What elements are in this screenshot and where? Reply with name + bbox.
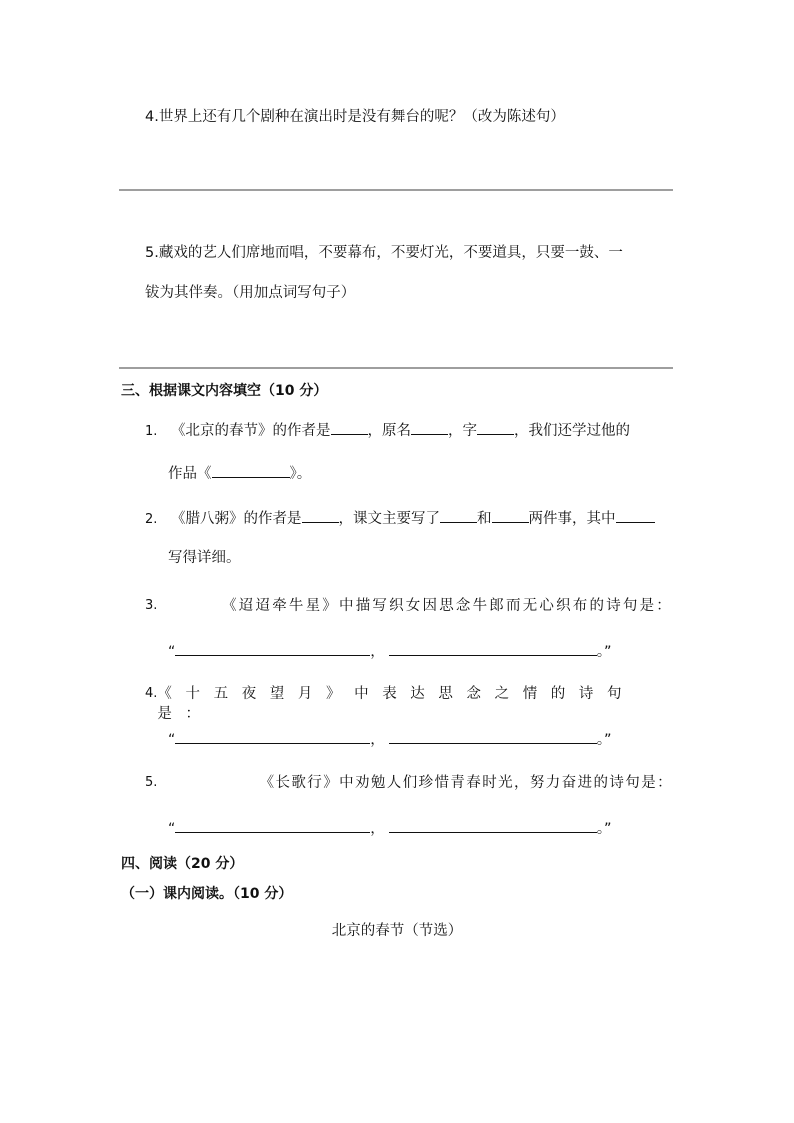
blank-original-name[interactable]: [411, 419, 448, 435]
blank-verse-1[interactable]: [175, 817, 370, 833]
item-2-part4: 两件事，其中: [528, 511, 616, 527]
blank-author[interactable]: [331, 419, 368, 435]
item-2-part1: 《腊八粥》的作者是: [171, 511, 302, 527]
blank-other-work[interactable]: [212, 462, 290, 478]
open-quote: “: [168, 732, 176, 748]
open-quote: “: [168, 644, 176, 660]
fill-item-1: [145, 419, 630, 442]
answer-line-item-5: [168, 817, 612, 839]
item-number: 3.: [145, 598, 158, 613]
item-2-part3: 和: [477, 511, 492, 527]
item-1-works-label: 作品《: [168, 466, 212, 482]
comma: ，: [370, 821, 385, 837]
comma: ，: [370, 644, 385, 660]
question-4-text: 4.世界上还有几个剧种在演出时是没有舞台的呢？（改为陈述句）: [145, 109, 565, 125]
blank-author-2[interactable]: [302, 507, 339, 523]
question-5-line1: 5.藏戏的艺人们席地而唱，不要幕布，不要灯光，不要道具，只要一鼓、一: [145, 245, 623, 261]
blank-verse-2[interactable]: [389, 640, 597, 656]
item-1-part3: ，字: [448, 423, 477, 439]
item-number: 2.: [145, 512, 158, 527]
blank-verse-2[interactable]: [389, 728, 597, 744]
fill-item-4: [145, 684, 673, 724]
blank-verse-1[interactable]: [175, 640, 370, 656]
item-2-part2: ，课文主要写了: [338, 511, 440, 527]
comma: ，: [370, 732, 385, 748]
fill-item-3: [145, 596, 673, 616]
fill-item-1-line2: [168, 462, 311, 484]
passage-title: 北京的春节（节选）: [331, 923, 463, 939]
item-1-part2: ，原名: [367, 423, 411, 439]
item-1-part1: 《北京的春节》的作者是: [171, 423, 331, 439]
question-5-line2: 钹为其伴奏。（用加点词写句子）: [145, 285, 356, 301]
close-quote: 。”: [596, 732, 612, 748]
section-3-heading: 三、根据课文内容填空（10 分）: [121, 383, 328, 399]
item-number: 5.: [145, 775, 158, 790]
open-quote: “: [168, 821, 176, 837]
blank-courtesy-name[interactable]: [477, 419, 514, 435]
blank-verse-2[interactable]: [389, 817, 597, 833]
item-number: 1.: [145, 424, 158, 439]
answer-line-q4[interactable]: [119, 189, 673, 191]
blank-verse-1[interactable]: [175, 728, 370, 744]
answer-line-q5[interactable]: [119, 367, 673, 369]
answer-line-item-4: [168, 728, 612, 750]
section-4-subheading: （一）课内阅读。（10 分）: [121, 886, 293, 902]
item-number: 4.: [145, 686, 158, 701]
blank-detailed-event[interactable]: [616, 507, 655, 523]
close-quote: 。”: [596, 821, 612, 837]
item-4-text: 《十五夜望月》中表达思念之情的诗句是：: [157, 686, 636, 722]
fill-item-2: [145, 507, 655, 530]
section-4-heading: 四、阅读（20 分）: [121, 856, 244, 872]
blank-event-1[interactable]: [440, 507, 477, 523]
fill-item-2-line2: 写得详细。: [168, 550, 241, 566]
answer-line-item-3: [168, 640, 612, 662]
item-1-part4: ，我们还学过他的: [514, 423, 630, 439]
close-quote: 。”: [596, 644, 612, 660]
item-1-works-close: 》。: [289, 466, 312, 482]
item-3-text: 《迢迢牵牛星》中描写织女因思念牛郎而无心织布的诗句是：: [222, 598, 673, 614]
fill-item-5: [145, 773, 673, 793]
item-5-text: 《长歌行》中劝勉人们珍惜青春时光，努力奋进的诗句是：: [259, 775, 673, 791]
blank-event-2[interactable]: [492, 507, 529, 523]
